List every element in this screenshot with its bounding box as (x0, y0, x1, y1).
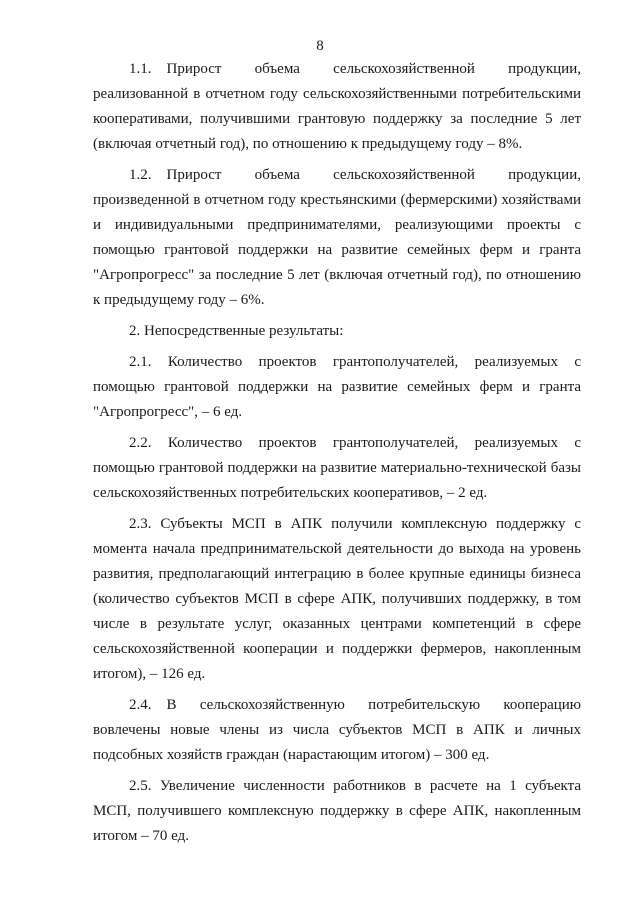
page-number: 8 (316, 38, 324, 54)
section-heading-direct-results: 2. Непосредственные результаты: (129, 323, 344, 339)
document-body (93, 57, 581, 849)
paragraph-1-1: 1.1. Прирост объема сельскохозяйственной продукции, реализованной в отчетном году сельскохозяйственными потребительскими кооперативами, получившими грантовую поддержку за последние 5 лет (включая отчетный год), по отношению к предыдущему году – 8%. (93, 61, 581, 152)
paragraph-2-1: 2.1. Количество проектов грантополучателей, реализуемых с помощью грантовой поддержки на развитие семейных ферм и гранта "Агропрогресс", – 6 ед. (93, 354, 581, 420)
paragraph-2-5: 2.5. Увеличение численности работников в расчете на 1 субъекта МСП, получившего комплексную поддержку в сфере АПК, накопленным итогом – 70 ед. (93, 778, 581, 844)
paragraph-2-2: 2.2. Количество проектов грантополучателей, реализуемых с помощью грантовой поддержки на развитие материально-технической базы сельскохозяйственных потребительских кооперативов, – 2 ед. (93, 435, 581, 501)
paragraph-2-4: 2.4. В сельскохозяйственную потребительскую кооперацию вовлечены новые члены из числа субъектов МСП в АПК и личных подсобных хозяйств граждан (нарастающим итогом) – 300 ед. (93, 697, 581, 763)
paragraph-2-3: 2.3. Субъекты МСП в АПК получили комплексную поддержку с момента начала предпринимательской деятельности до выхода на уровень развития, предполагающий интеграцию в более крупные единицы бизнеса (количество субъектов МСП в сфере АПК, получивших поддержку, в том числе в результате услуг, оказанных центрами компетенций в сфере сельскохозяйственной кооперации и поддержки фермеров, накопленным итогом), – 126 ед. (93, 516, 581, 682)
paragraph-1-2: 1.2. Прирост объема сельскохозяйственной продукции, произведенной в отчетном году крестьянскими (фермерскими) хозяйствами и индивидуальными предпринимателями, реализующими проекты с помощью грантовой поддержки на развитие семейных ферм и гранта "Агропрогресс" за последние 5 лет (включая отчетный год), по отношению к предыдущему году – 6%. (93, 167, 581, 308)
